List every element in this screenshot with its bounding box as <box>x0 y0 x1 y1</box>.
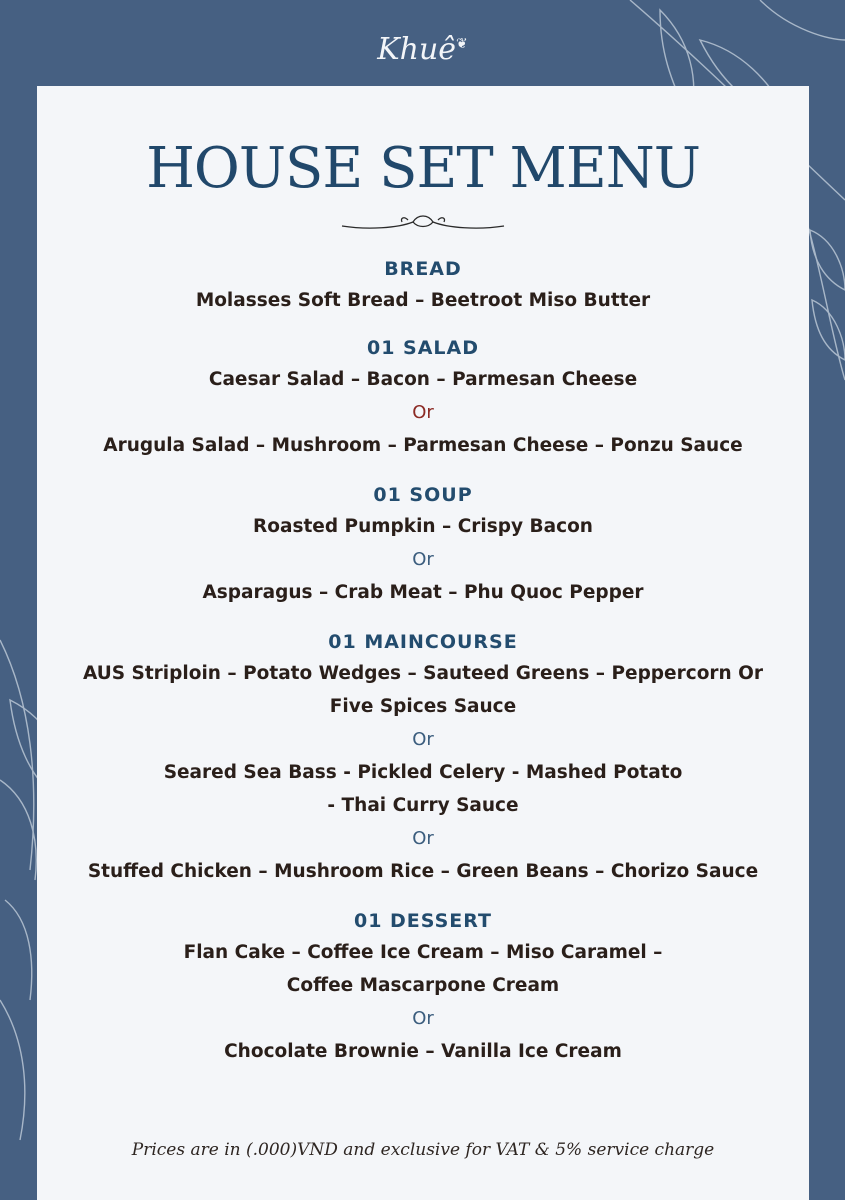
or-separator: Or <box>412 402 434 423</box>
menu-item: - Thai Curry Sauce <box>327 795 519 816</box>
or-separator: Or <box>412 729 434 750</box>
menu-item: Molasses Soft Bread – Beetroot Miso Butter <box>195 290 651 311</box>
section-title: 01 DESSERT <box>353 910 493 932</box>
section-soup <box>37 480 809 609</box>
section-title: 01 SALAD <box>366 337 480 359</box>
menu-item: Seared Sea Bass - Pickled Celery - Mashed Potato <box>163 762 683 783</box>
page-title: HOUSE SET MENU <box>146 136 700 201</box>
menu-item: Five Spices Sauce <box>329 696 517 717</box>
menu-item: Flan Cake – Coffee Ice Cream – Miso Caramel – <box>183 942 663 963</box>
brand-logo-text: Khuê <box>377 32 457 67</box>
leaf-sprig-icon: ❦ <box>456 36 468 52</box>
section-title: BREAD <box>384 258 462 280</box>
section-maincourse <box>37 627 809 888</box>
section-title: 01 MAINCOURSE <box>328 631 518 653</box>
price-note: Prices are in (.000)VND and exclusive for VAT & 5% service charge <box>131 1140 715 1160</box>
menu-item: Chocolate Brownie – Vanilla Ice Cream <box>224 1041 622 1062</box>
or-separator: Or <box>412 828 434 849</box>
flourish-divider-icon <box>338 210 508 232</box>
section-bread <box>37 254 809 317</box>
section-salad <box>37 333 809 462</box>
brand-logo <box>0 14 845 74</box>
menu-item: Stuffed Chicken – Mushroom Rice – Green Beans – Chorizo Sauce <box>87 861 759 882</box>
or-separator: Or <box>412 549 434 570</box>
or-separator: Or <box>412 1008 434 1029</box>
menu-sections <box>37 254 809 1068</box>
menu-item: Asparagus – Crab Meat – Phu Quoc Pepper <box>202 582 644 603</box>
menu-item: Roasted Pumpkin – Crispy Bacon <box>253 516 593 537</box>
menu-item: Caesar Salad – Bacon – Parmesan Cheese <box>208 369 638 390</box>
menu-item: Arugula Salad – Mushroom – Parmesan Cheese – Ponzu Sauce <box>103 435 743 456</box>
menu-card <box>37 86 809 1200</box>
menu-item: Coffee Mascarpone Cream <box>286 975 560 996</box>
section-dessert <box>37 906 809 1068</box>
menu-item: AUS Striploin – Potato Wedges – Sauteed Greens – Peppercorn Or <box>82 663 763 684</box>
section-title: 01 SOUP <box>373 484 473 506</box>
